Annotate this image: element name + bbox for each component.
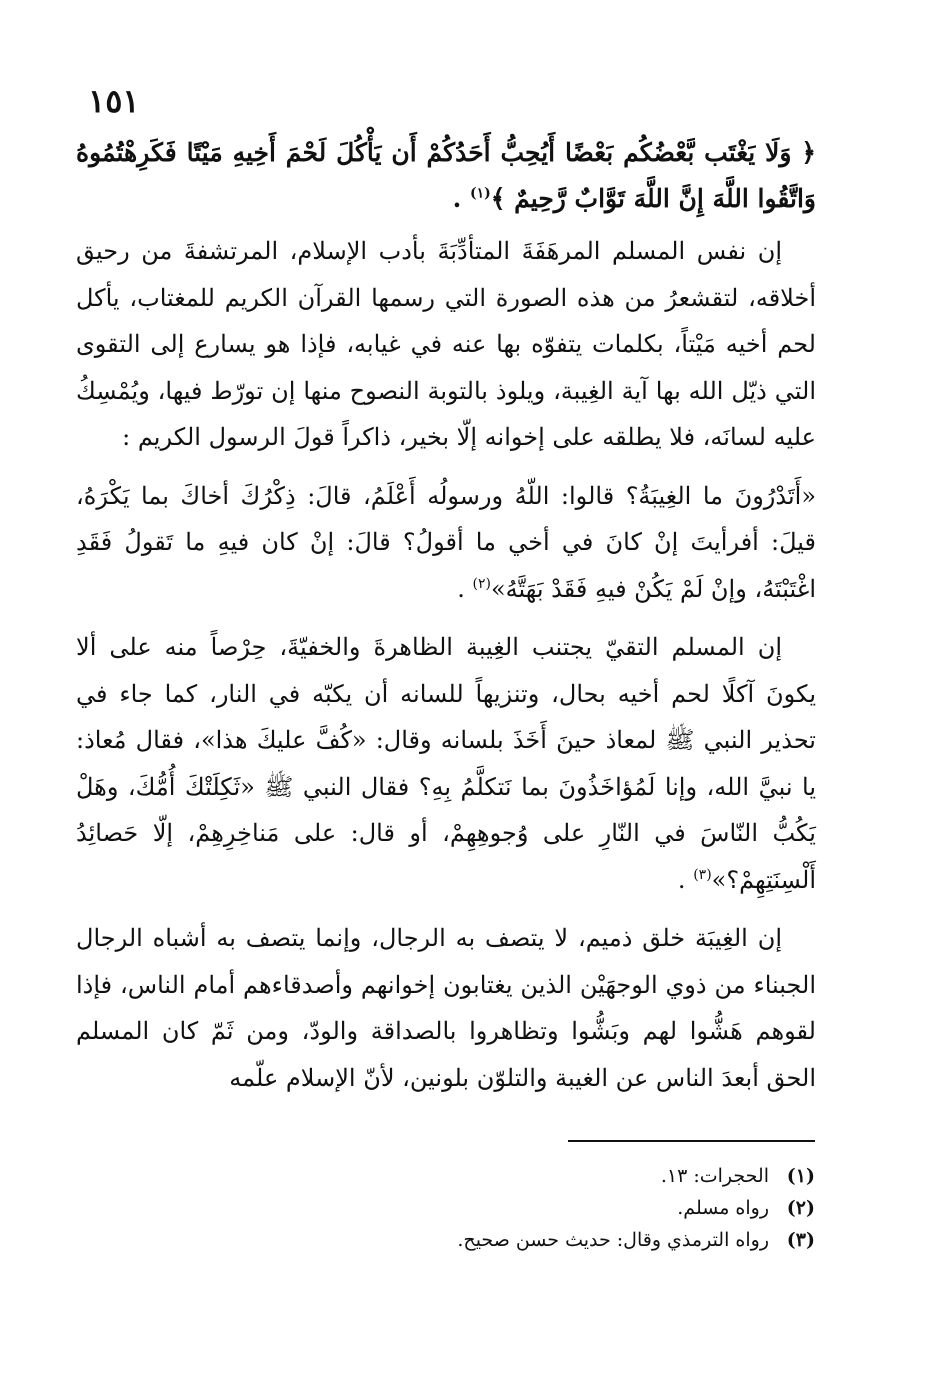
footnote-1 [300, 1160, 815, 1192]
footnote-3 [300, 1224, 815, 1256]
quran-verse [76, 130, 816, 222]
footnote-text: رواه مسلم. [677, 1197, 769, 1219]
footnote-text: رواه الترمذي وقال: حديث حسن صحيح. [457, 1229, 769, 1251]
footnote-number: (٣) [786, 1229, 815, 1251]
paragraph-4: إن الغِيبَة خلق ذميم، لا يتصف به الرجال، وإنما يتصف به أشباه الرجال الجبناء من ذوي الوجهَيْن الذين يغتابون إخوانهم وأصدقاءهم أمام الناس، فإذا لقوهم هَشُّوا لهم وبَشُّوا وتظاهروا بالصداقة والودّ، ومن ثَمّ كان المسلم الحق أبعدَ الناس عن الغيبة والتلوّن بلونين، لأنّ الإسلام علّمه [76, 924, 816, 1092]
page-body [76, 130, 816, 1113]
footnotes [300, 1160, 815, 1256]
paragraph-1: إن نفس المسلم المرهَفَةَ المتأدِّبَةَ بأدب الإسلام، المرتشفةَ من رحيق أخلاقه، لتقشعرُ من هذه الصورة التي رسمها القرآن الكريم للمغتاب، يأكل لحم أخيه مَيْتاً، بكلمات يتفوّه بها عنه في غيابه، فإذا هو يسارع إلى التقوى التي ذيّل الله بها آية الغِيبة، ويلوذ بالتوبة النصوح منها إن تورّط فيها، ويُمْسِكُ عليه لسانَه، فلا يطلقه على إخوانه إلّا بخير، ذاكراً قولَ الرسول الكريم : [76, 237, 816, 451]
hadith-end: . [457, 574, 473, 603]
footnote-text: الحجرات: ١٣. [660, 1165, 769, 1187]
paragraph-3-text: إن المسلم التقيّ يجتنب الغِيبة الظاهرةَ والخفيّةَ، حِرْصاً منه على ألا يكونَ آكلًا لحم أخيه بحال، وتنزيهاً للسانه أن يكبّه في النار، كما جاء في تحذير النبي ﷺ لمعاذ حينَ أَخَذَ بلسانه وقال: «كُفَّ عليكَ هذا»، فقال مُعاذ: يا نبيَّ الله، وإنا لَمُؤاخَذُونَ بما نَتكلَّمُ بِهِ؟ فقال النبي ﷺ «ثَكِلَتْكَ أُمُّكَ، وهَلْ يَكُبُّ النّاسَ في النّارِ على وُجوهِهِمْ، أو قال: على مَناخِرِهِمْ، إلّا حَصائِدُ أَلْسِنَتِهِمْ؟» [76, 633, 816, 894]
verse-end: . [452, 184, 470, 213]
footnote-divider [568, 1140, 815, 1142]
footnote-ref-2: (٢) [472, 575, 491, 592]
footnote-ref-3: (٣) [693, 866, 712, 883]
footnote-ref-1: (١) [470, 185, 491, 202]
page-number: ١٥١ [88, 82, 140, 120]
footnote-number: (١) [786, 1165, 815, 1187]
footnote-2 [300, 1192, 815, 1224]
footnote-number: (٢) [786, 1197, 815, 1219]
verse-text: ﴿ وَلَا يَغْتَب بَّعْضُكُم بَعْضًا أَيُحِبُّ أَحَدُكُمْ أَن يَأْكُلَ لَحْمَ أَخِيهِ مَيْتًا فَكَرِهْتُمُوهُ وَاتَّقُوا اللَّهَ إِنَّ اللَّهَ تَوَّابٌ رَّحِيمٌ ﴾ [76, 138, 816, 213]
paragraph-3 [76, 624, 816, 903]
hadith-text: «أَتَدْرُونَ ما الغِيبَةُ؟ قالوا: اللّهُ ورسولُه أَعْلَمُ، قالَ: ذِكْرُكَ أخاكَ بما يَكْرَهُ، قيلَ: أفرأيتَ إنْ كانَ في أخي ما أقولُ؟ قالَ: إنْ كان فيهِ ما تَقولُ فَقَدِ اغْتَبْتَهُ، وإنْ لَمْ يَكُنْ فيهِ فَقَدْ بَهَتَّهُ» [76, 481, 816, 603]
paragraph-3-end: . [677, 865, 694, 894]
hadith-quote [76, 473, 816, 613]
